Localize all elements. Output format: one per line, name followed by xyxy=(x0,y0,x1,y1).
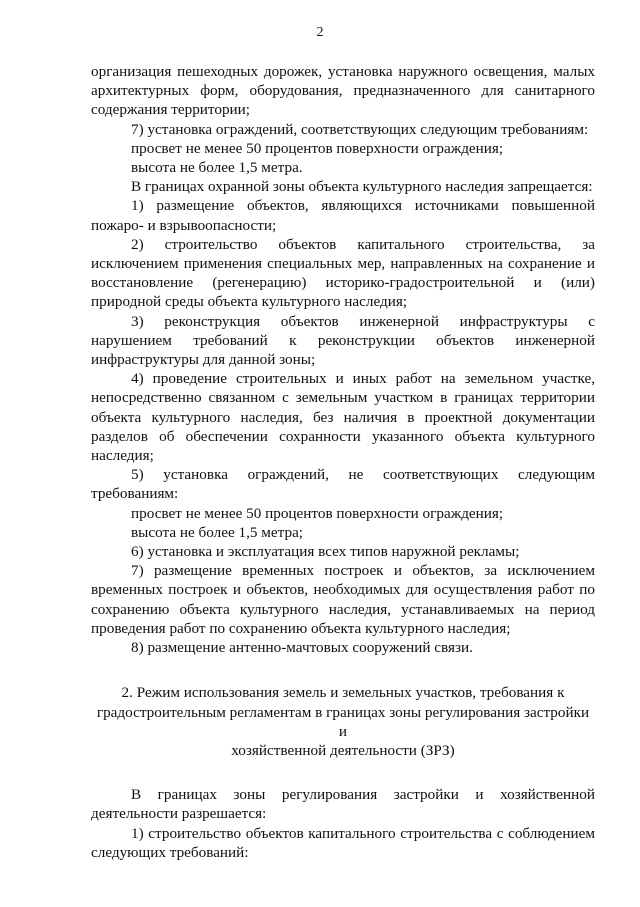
paragraph-prohibited-6: 6) установка и эксплуатация всех типов наружной рекламы; xyxy=(131,543,520,561)
paragraph-fence-clearance: просвет не менее 50 процентов поверхности ограждения; xyxy=(131,139,504,157)
paragraph-permitted-intro: В границах зоны регулирования застройки и хозяйственной деятельности разрешается: xyxy=(91,786,595,823)
paragraph-prohibited-5-clearance: просвет не менее 50 процентов поверхности ограждения; xyxy=(131,504,504,522)
section-heading-line-1: 2. Режим использования земель и земельных участков, требования к xyxy=(121,684,565,702)
paragraph-continuation: организация пешеходных дорожек, установка наружного освещения, малых архитектурных форм, оборудования, предназначенного для санитарного содержания территории; xyxy=(91,63,595,119)
paragraph-permitted-1: 1) строительство объектов капитального строительства с соблюдением следующих требований: xyxy=(91,824,595,861)
document-body xyxy=(91,62,595,862)
paragraph-fence-height: высота не более 1,5 метра. xyxy=(131,159,303,177)
section-heading-line-3: хозяйственной деятельности (ЗРЗ) xyxy=(231,741,455,759)
paragraph-prohibited-5-height: высота не более 1,5 метра; xyxy=(131,523,304,541)
paragraph-prohibited-7: 7) размещение временных построек и объектов, за исключением временных построек и объектов, необходимых для осуществления работ по сохранению объекта культурного наследия, устанавливаемых на период проведения работ по сохранению объекта культурного наследия; xyxy=(91,562,595,637)
paragraph-prohibited-intro: В границах охранной зоны объекта культурного наследия запрещается: xyxy=(131,178,593,196)
paragraph-prohibited-3: 3) реконструкция объектов инженерной инфраструктуры с нарушением требований к реконструкции объектов инженерной инфраструктуры для данной зоны; xyxy=(91,312,595,369)
paragraph-prohibited-5: 5) установка ограждений, не соответствующих следующим требованиям: xyxy=(91,466,595,503)
page-number: 2 xyxy=(316,25,324,40)
paragraph-prohibited-2: 2) строительство объектов капитального строительства, за исключением применения специальных мер, направленных на сохранение и восстановление (регенерацию) историко-градостроительной и (или) природной среды объекта культурного наследия; xyxy=(91,235,595,311)
paragraph-prohibited-8: 8) размещение антенно-мачтовых сооружений связи. xyxy=(131,639,473,657)
section-heading xyxy=(91,683,595,760)
paragraph-fence-requirements: 7) установка ограждений, соответствующих следующим требованиям: xyxy=(131,120,589,138)
section-heading-line-2: градостроительным регламентам в границах зоны регулирования застройки и xyxy=(96,703,590,740)
paragraph-prohibited-1: 1) размещение объектов, являющихся источниками повышенной пожаро- и взрывоопасности; xyxy=(91,197,595,234)
paragraph-prohibited-4: 4) проведение строительных и иных работ на земельном участке, непосредственно связанном с земельным участком в границах территории объекта культурного наследия, без наличия в проектной документации разделов об обеспечении сохранности указанного объекта культурного наследия; xyxy=(91,370,595,465)
